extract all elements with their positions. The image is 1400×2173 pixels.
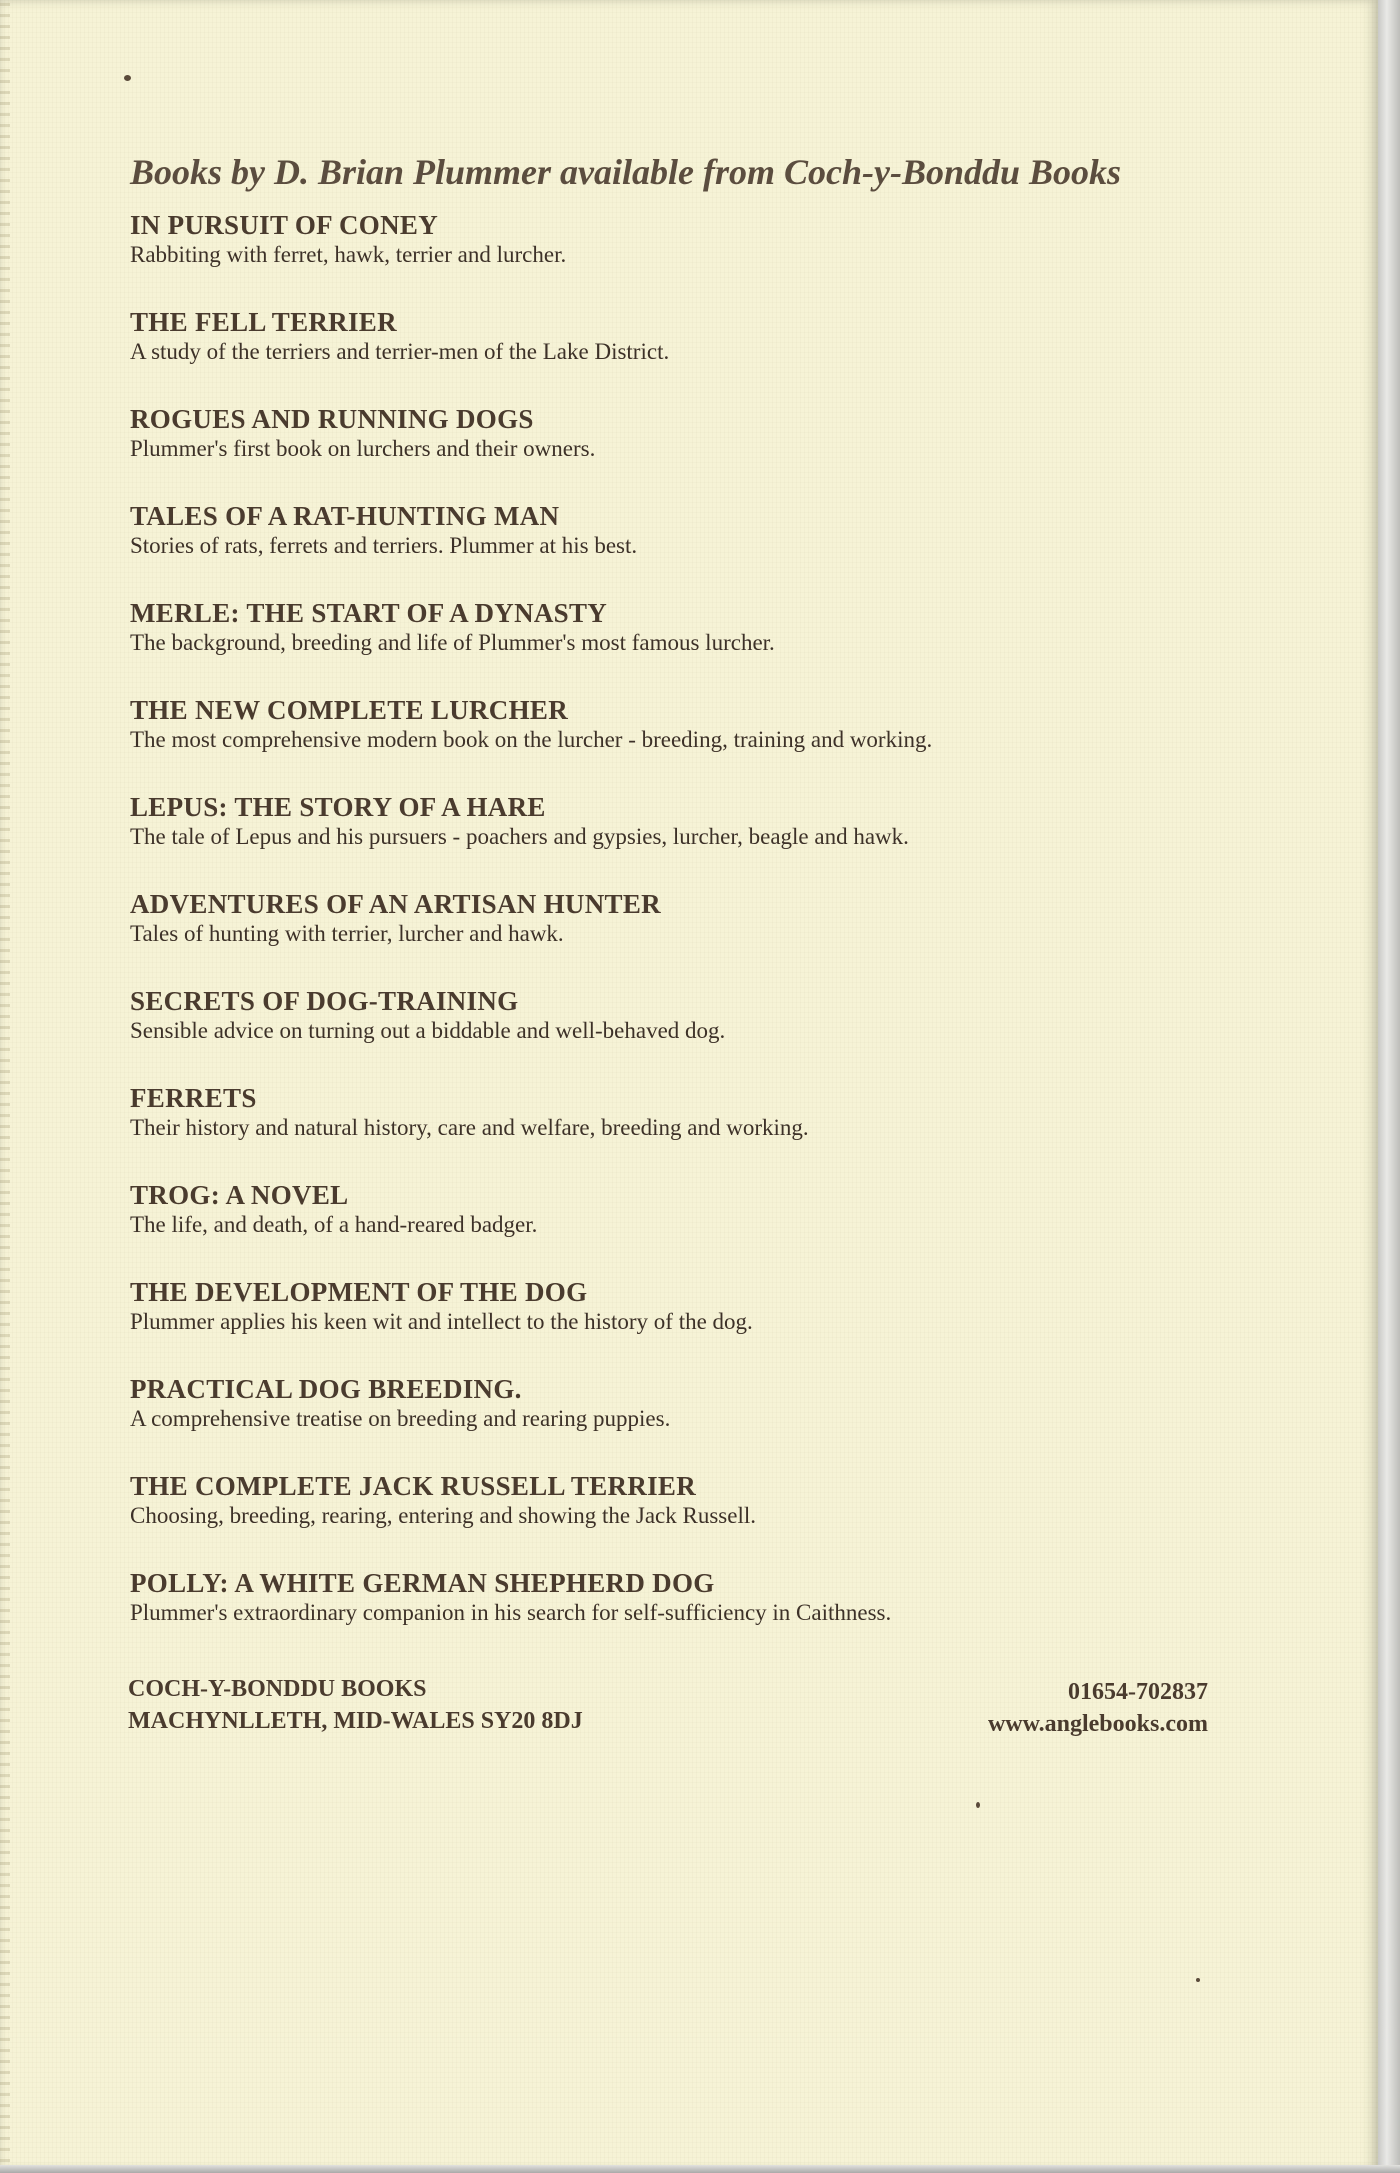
book-description: Sensible advice on turning out a biddable and well-behaved dog. [130, 1018, 726, 1043]
publisher-address: MACHYNLLETH, MID-WALES SY20 8DJ [128, 1708, 583, 1734]
book-entry [130, 986, 1210, 1083]
book-entry [130, 1568, 1210, 1665]
book-title: LEPUS: THE STORY OF A HARE [130, 792, 546, 822]
book-list-content [130, 150, 1210, 1665]
book-title: PRACTICAL DOG BREEDING. [130, 1374, 522, 1404]
book-description: The tale of Lepus and his pursuers - poachers and gypsies, lurcher, beagle and hawk. [130, 824, 909, 849]
publisher-website: www.anglebooks.com [987, 1711, 1208, 1737]
book-entry [130, 889, 1210, 986]
book-description: Choosing, breeding, rearing, entering and showing the Jack Russell. [130, 1503, 756, 1528]
book-description: Rabbiting with ferret, hawk, terrier and lurcher. [130, 242, 567, 267]
ink-speck [1196, 1978, 1200, 1982]
book-entry [130, 404, 1210, 501]
book-description: The most comprehensive modern book on the lurcher - breeding, training and working. [130, 727, 933, 752]
book-description: Their history and natural history, care and welfare, breeding and working. [130, 1115, 809, 1140]
book-description: The background, breeding and life of Plummer's most famous lurcher. [130, 630, 775, 655]
book-title: SECRETS OF DOG-TRAINING [130, 986, 519, 1016]
book-title: THE FELL TERRIER [130, 307, 397, 337]
book-entry [130, 1180, 1210, 1277]
publisher-contact-block [988, 1676, 1208, 1740]
cover-right-edge [1378, 0, 1400, 2173]
book-title: ROGUES AND RUNNING DOGS [130, 404, 534, 434]
book-title: MERLE: THE START OF A DYNASTY [130, 598, 608, 628]
book-entry [130, 1374, 1210, 1471]
book-description: Plummer's extraordinary companion in his search for self-sufficiency in Caithness. [130, 1600, 892, 1625]
book-entry [130, 1471, 1210, 1568]
book-entry [130, 598, 1210, 695]
book-title: THE COMPLETE JACK RUSSELL TERRIER [130, 1471, 697, 1501]
book-entry [130, 792, 1210, 889]
book-description: Tales of hunting with terrier, lurcher and hawk. [130, 921, 564, 946]
page-heading: Books by D. Brian Plummer available from Coch-y-Bonddu Books [130, 152, 1122, 192]
book-title: FERRETS [130, 1083, 257, 1113]
book-description: The life, and death, of a hand-reared badger. [130, 1212, 538, 1237]
publisher-name: COCH-Y-BONDDU BOOKS [128, 1676, 427, 1702]
book-entry [130, 1277, 1210, 1374]
book-description: Plummer's first book on lurchers and their owners. [130, 436, 596, 461]
ink-speck [124, 75, 131, 81]
book-title: ADVENTURES OF AN ARTISAN HUNTER [130, 889, 661, 919]
book-title: TALES OF A RAT-HUNTING MAN [130, 501, 560, 531]
book-title: THE DEVELOPMENT OF THE DOG [130, 1277, 588, 1307]
book-description: Plummer applies his keen wit and intellect to the history of the dog. [130, 1309, 753, 1334]
cover-bottom-edge [0, 2165, 1400, 2173]
ink-speck [976, 1802, 980, 1808]
book-entry [130, 1083, 1210, 1180]
book-entry [130, 695, 1210, 792]
book-description: A comprehensive treatise on breeding and rearing puppies. [130, 1406, 671, 1431]
cover-left-edge [0, 0, 10, 2173]
book-title: POLLY: A WHITE GERMAN SHEPHERD DOG [130, 1568, 715, 1598]
book-entry [130, 210, 1210, 307]
publisher-phone: 01654-702837 [1068, 1679, 1208, 1705]
book-description: Stories of rats, ferrets and terriers. Plummer at his best. [130, 533, 638, 558]
book-entry [130, 307, 1210, 404]
book-title: TROG: A NOVEL [130, 1180, 349, 1210]
publisher-address-block [128, 1673, 583, 1737]
book-entry [130, 501, 1210, 598]
book-title: THE NEW COMPLETE LURCHER [130, 695, 569, 725]
book-title: IN PURSUIT OF CONEY [130, 210, 438, 240]
book-description: A study of the terriers and terrier-men of the Lake District. [130, 339, 670, 364]
